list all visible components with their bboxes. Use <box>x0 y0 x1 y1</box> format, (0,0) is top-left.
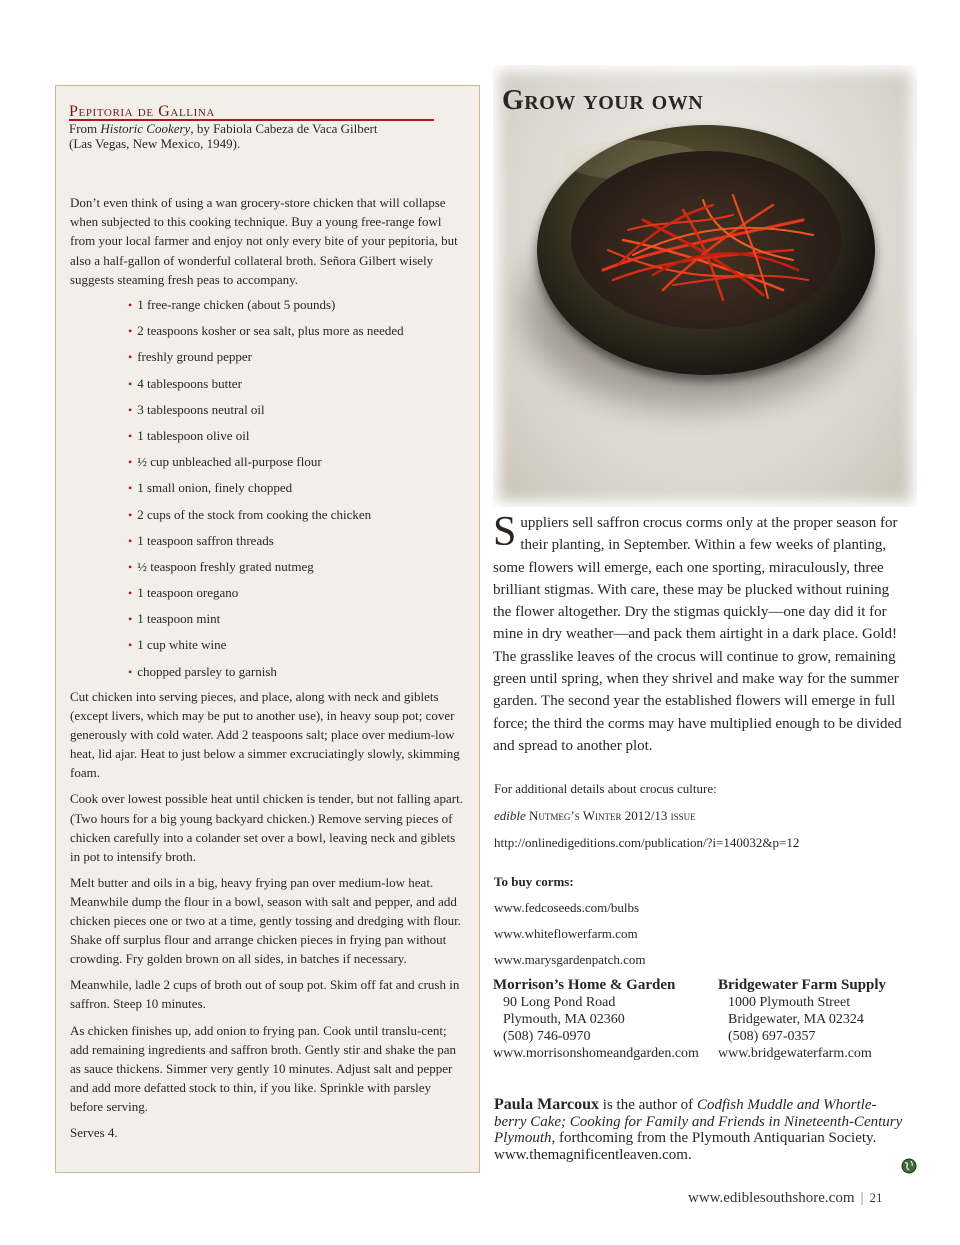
store-city: Plymouth, MA 02360 <box>503 1012 625 1027</box>
section-heading: Grow your own <box>502 85 704 116</box>
store-phone: (508) 746-0970 <box>503 1029 591 1044</box>
bullet-icon: • <box>128 664 133 679</box>
buy-links <box>494 898 646 976</box>
ingredient-item <box>128 477 404 503</box>
ingredient-list <box>128 294 404 687</box>
ingredient-item <box>128 373 404 399</box>
ingredient-item <box>128 320 404 346</box>
ingredient-text: 1 free-range chicken (about 5 pounds) <box>137 297 336 312</box>
ingredient-text: freshly ground pepper <box>137 349 253 365</box>
author-website[interactable]: www.themagnificentleaven.com. <box>494 1146 692 1163</box>
ingredient-text: chopped parsley to garnish <box>137 663 277 679</box>
ingredient-text: ½ cup unbleached all-purpose flour <box>137 454 322 470</box>
bullet-icon: • <box>128 402 133 417</box>
page-footer <box>688 1190 883 1207</box>
details-intro: For additional details about crocus culture: <box>494 781 717 796</box>
ingredient-item <box>128 451 404 477</box>
bullet-icon: • <box>128 638 133 653</box>
ingredient-text: 4 tablespoons butter <box>137 375 242 391</box>
ingredient-item <box>128 504 404 530</box>
source-suffix: , by Fabiola Cabeza de Vaca Gilbert <box>190 121 378 136</box>
bullet-icon: • <box>128 428 133 443</box>
author-text-2: , forthcoming from the Plymouth Antiquarian Society. <box>551 1130 877 1146</box>
bullet-icon: • <box>128 298 133 312</box>
bullet-icon: • <box>128 481 133 496</box>
store-website[interactable]: www.bridgewaterfarm.com <box>718 1046 872 1061</box>
ingredient-text: 2 teaspoons kosher or sea salt, plus more as needed <box>137 323 404 339</box>
globe-icon <box>901 1158 917 1174</box>
drop-cap: S <box>493 509 517 555</box>
ingredient-text: 1 teaspoon saffron threads <box>137 532 274 548</box>
recipe-intro: Don’t even think of using a wan grocery-store chicken that will collapse when subjected to this cooking technique. Buy a young free-range fowl from your local farmer and enjoy not only every bite of your pepitoria, but also a half-gallon of wonderful collateral broth. Señora Gilbert wisely suggests steaming fresh peas to accompany. <box>70 195 458 287</box>
ingredient-item <box>128 399 404 425</box>
bullet-icon: • <box>128 612 133 627</box>
recipe-step: Meanwhile, ladle 2 cups of broth out of soup pot. Skim off fat and crush in saffron. Steep 10 minutes. <box>70 977 460 1012</box>
ingredient-text: 1 small onion, finely chopped <box>137 480 293 496</box>
store-bridgewater <box>718 977 886 1062</box>
magazine-issue: Nutmeg’s Winter 2012/13 issue <box>525 808 696 823</box>
ingredient-item <box>128 294 404 320</box>
recipe-box <box>55 85 480 1173</box>
ingredient-item <box>128 608 404 634</box>
ingredient-item <box>128 582 404 608</box>
ingredient-text: 1 tablespoon olive oil <box>137 427 250 443</box>
ingredient-item <box>128 530 404 556</box>
recipe-title: Pepitoria de Gallina <box>69 103 215 120</box>
source-line2: (Las Vegas, New Mexico, 1949). <box>69 136 241 151</box>
buy-link[interactable]: www.fedcoseeds.com/bulbs <box>494 900 640 915</box>
ingredient-text: 1 teaspoon mint <box>137 611 221 627</box>
ingredient-item <box>128 634 404 660</box>
buy-corms-title: To buy corms: <box>494 874 574 889</box>
ingredient-item <box>128 556 404 582</box>
ingredient-text: 2 cups of the stock from cooking the chicken <box>137 506 372 522</box>
bullet-icon: • <box>128 350 133 365</box>
recipe-step: As chicken finishes up, add onion to frying pan. Cook until translu-cent; add remaining ingredients and saffron broth. Gently stir and shake the pan as sauce thickens. Simmer very gently 10 minutes. Adjust salt and pepper and add more defatted stock to thin, if you like. Sprinkle with parsley before serving. <box>70 1022 457 1114</box>
store-phone: (508) 697-0357 <box>728 1029 816 1044</box>
details-section <box>494 779 914 860</box>
recipe-steps <box>70 687 467 1149</box>
ingredient-item <box>128 661 404 687</box>
author-text-1: is the author of <box>599 1097 697 1113</box>
bullet-icon: • <box>128 324 133 339</box>
source-book: Historic Cookery <box>100 121 191 136</box>
ingredient-item <box>128 346 404 372</box>
author-name: Paula Marcoux <box>494 1096 600 1113</box>
recipe-step: Melt butter and oils in a big, heavy frying pan over medium-low heat. Meanwhile dump the flour in a bowl, season with salt and pepper, and add chicken pieces one or two at a time, gently tossing and dredging with flour. Shake off surplus flour and arrange chicken pieces in frying pan without crowding. Fry golden brown on all sides, in batches if necessary. <box>70 874 461 967</box>
recipe-step: Serves 4. <box>70 1124 118 1140</box>
saffron-bowl-photo <box>493 65 917 507</box>
author-book: Codfish Muddle and Whortle-berry Cake; Cooking for Family and Friends in Nineteenth-Century Plymouth <box>494 1097 903 1146</box>
details-url[interactable]: http://onlinedigeditions.com/publication/?i=140032&p=12 <box>494 835 800 850</box>
store-street: 1000 Plymouth Street <box>728 995 851 1010</box>
bullet-icon: • <box>128 507 133 522</box>
ingredient-text: 3 tablespoons neutral oil <box>137 401 265 417</box>
store-name: Morrison’s Home & Garden <box>493 977 676 993</box>
ingredient-text: 1 cup white wine <box>137 637 227 653</box>
ingredient-item <box>128 425 404 451</box>
magazine-italic: edible <box>494 808 526 823</box>
store-morrisons <box>493 977 699 1062</box>
author-bio <box>494 1097 904 1163</box>
store-city: Bridgewater, MA 02324 <box>728 1012 864 1027</box>
recipe-step: Cut chicken into serving pieces, and place, along with neck and giblets (except livers, which may be put to another use), in heavy soup pot; cover generously with cold water. Add 2 teaspoons salt; place over medium-low heat, lid ajar. Heat to just below a simmer excruciatingly slowly, skimming foam. <box>70 689 460 781</box>
article-text: uppliers sell saffron crocus corms only at the proper season for their planting, in September. Within a few weeks of planting, some flowers will emerge, each one sporting, miraculously, three brilliant stigmas. With care, these may be plucked without ruining the flower altogether. Dry the stigmas quickly—one day did it for mine in dry weather—and pack them airtight in a dark place. Gold! The grasslike leaves of the crocus will continue to grow, remaining green until spring, when they shrivel and make way for the summer garden. The second year the established flowers will emerge in full force; the third the corms may have multiplied enough to be divided and spread to another plot. <box>493 515 902 754</box>
store-website[interactable]: www.morrisonshomeandgarden.com <box>493 1046 699 1061</box>
bullet-icon: • <box>128 376 133 391</box>
ingredient-text: ½ teaspoon freshly grated nutmeg <box>137 558 314 574</box>
recipe-source <box>69 121 449 151</box>
magazine-reference <box>494 806 914 825</box>
bullet-icon: • <box>128 455 133 470</box>
bullet-icon: • <box>128 533 133 548</box>
store-street: 90 Long Pond Road <box>503 995 616 1010</box>
footer-url[interactable]: www.ediblesouthshore.com <box>688 1190 855 1206</box>
store-name: Bridgewater Farm Supply <box>718 977 887 993</box>
article-body <box>493 509 908 757</box>
page-number: 21 <box>869 1190 883 1205</box>
saffron-threads <box>593 180 823 310</box>
source-prefix: From <box>69 121 101 136</box>
buy-link[interactable]: www.whiteflowerfarm.com <box>494 926 638 941</box>
recipe-step: Cook over lowest possible heat until chicken is tender, but not falling apart. (Two hours for a big young backyard chicken.) Remove serving pieces of chicken carefully into a colander set over a bowl, leaving neck and giblets in pot to intensify broth. <box>70 791 464 864</box>
bullet-icon: • <box>128 586 133 601</box>
ingredient-text: 1 teaspoon oregano <box>137 585 239 601</box>
buy-link[interactable]: www.marysgardenpatch.com <box>494 952 646 967</box>
bullet-icon: • <box>128 559 133 574</box>
footer-separator: | <box>860 1190 864 1206</box>
